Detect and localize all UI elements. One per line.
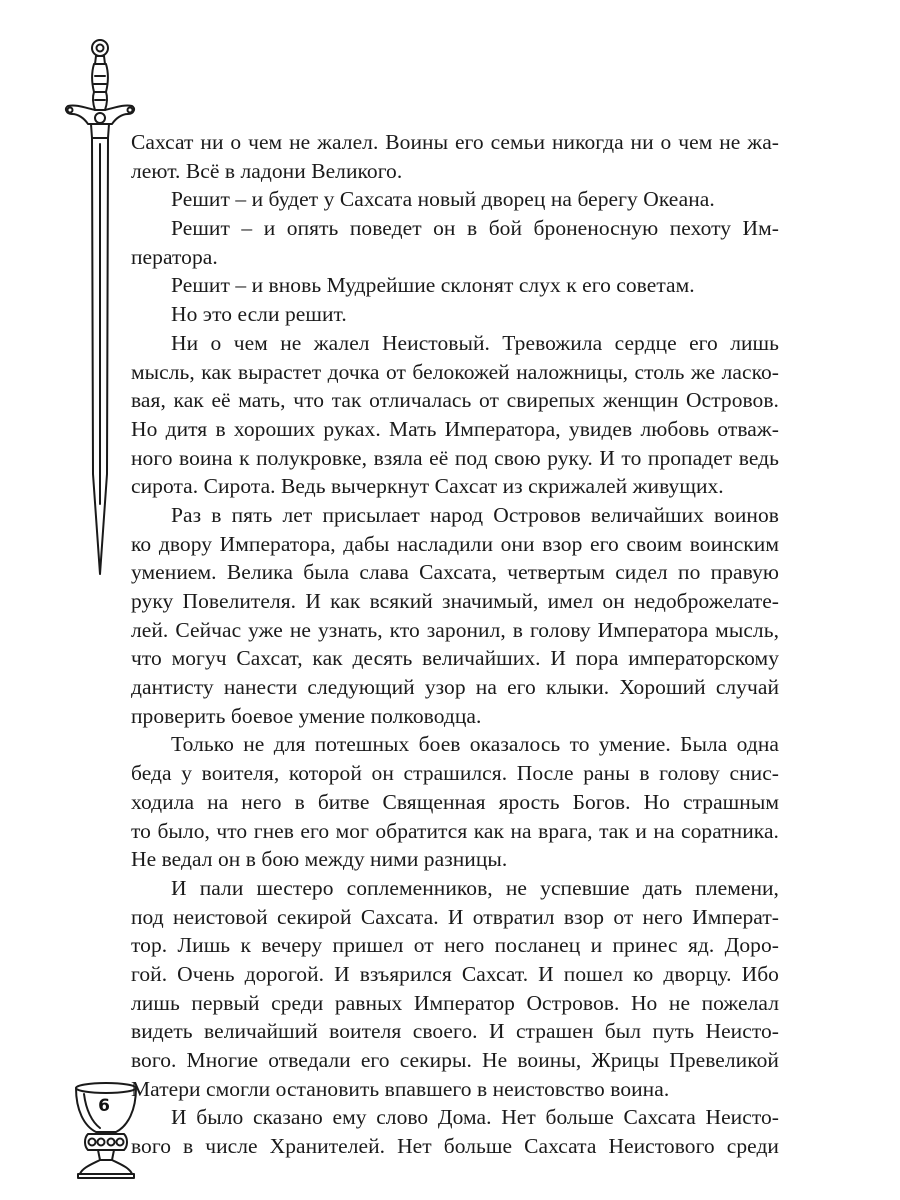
text-line: тор. Лишь к вечеру пришел от него посланец и принес яд. Доро-: [131, 933, 779, 958]
text-line: то было, что гнев его мог обратится как на врага, так и на соратника.: [131, 818, 779, 843]
text-line: дантисту нанести следующий узор на его клыки. Хороший случай: [131, 675, 779, 700]
text-line: умением. Велика была слава Сахсата, четвертым сидел по правую: [131, 560, 779, 585]
text-line: видеть величайший воителя своего. И страшен был путь Неисто-: [131, 1019, 779, 1044]
text-line: Раз в пять лет присылает народ Островов величайших воинов: [171, 502, 779, 527]
page-number: 6: [98, 1096, 110, 1116]
text-line: ходила на него в битве Священная ярость Богов. Но страшным: [131, 789, 779, 814]
text-line: Но дитя в хороших руках. Мать Императора, увидев любовь отваж-: [131, 416, 779, 441]
text-line: леют. Всё в ладони Великого.: [131, 158, 403, 183]
text-line: лишь первый среди равных Император Островов. Но не пожелал: [131, 990, 779, 1015]
text-line: мысль, как вырастет дочка от белокожей наложницы, столь же ласко-: [131, 359, 779, 384]
text-line: руку Повелителя. И как всякий значимый, имел он недоброжелате-: [131, 589, 779, 613]
text-line: Не ведал он в бою между ними разницы.: [131, 847, 508, 872]
text-line: Сахсат ни о чем не жалел. Воины его семьи никогда ни о чем не жа-: [131, 130, 779, 154]
text-line: Решит – и вновь Мудрейшие склонят слух к его советам.: [171, 273, 695, 298]
text-line: И пали шестеро соплеменников, не успевшие дать племени,: [171, 875, 779, 900]
text-line: вая, как её мать, что так отличалась от свирепых женщин Островов.: [131, 388, 779, 413]
text-line: проверить боевое умение полководца.: [131, 703, 482, 728]
text-line: вого. Многие отведали его секиры. Не воины, Жрицы Превеликой: [131, 1048, 779, 1072]
text-line: И было сказано ему слово Дома. Нет больше Сахсата Неисто-: [171, 1105, 779, 1130]
text-line: Но это если решит.: [171, 302, 347, 327]
text-line: под неистовой секирой Сахсата. И отвратил взор от него Императ-: [131, 904, 779, 929]
text-line: ператора.: [131, 244, 218, 269]
text-line: Решит – и будет у Сахсата новый дворец на берегу Океана.: [171, 187, 715, 212]
main-text: [131, 128, 779, 1161]
text-line: вого в числе Хранителей. Нет больше Сахсата Неистового среди: [131, 1134, 779, 1159]
text-line: гой. Очень дорогой. И взъярился Сахсат. И пошел ко дворцу. Ибо: [131, 961, 779, 986]
text-line: ного воина к полукровке, взяла её под свою руку. И то пропадет ведь: [131, 445, 779, 470]
text-line: Ни о чем не жалел Неистовый. Тревожила сердце его лишь: [171, 330, 779, 355]
text-line: что могуч Сахсат, как десять величайших. И пора императорскому: [131, 646, 779, 671]
text-line: беда у воителя, которой он страшился. После раны в голову снис-: [131, 761, 779, 786]
text-line: сирота. Сирота. Ведь вычеркнут Сахсат из скрижалей живущих.: [131, 474, 724, 499]
chalice-icon: [70, 1080, 142, 1180]
text-line: ко двору Императора, дабы насладили они взор его своим воинским: [131, 531, 779, 556]
text-line: Только не для потешных боев оказалось то умение. Была одна: [171, 732, 779, 757]
text-line: лей. Сейчас уже не узнать, кто заронил, в голову Императора мысль,: [131, 617, 779, 642]
text-line: Решит – и опять поведет он в бой броненосную пехоту Им-: [171, 216, 779, 241]
text-line: Матери смогли остановить впавшего в неистовство воина.: [131, 1076, 670, 1101]
